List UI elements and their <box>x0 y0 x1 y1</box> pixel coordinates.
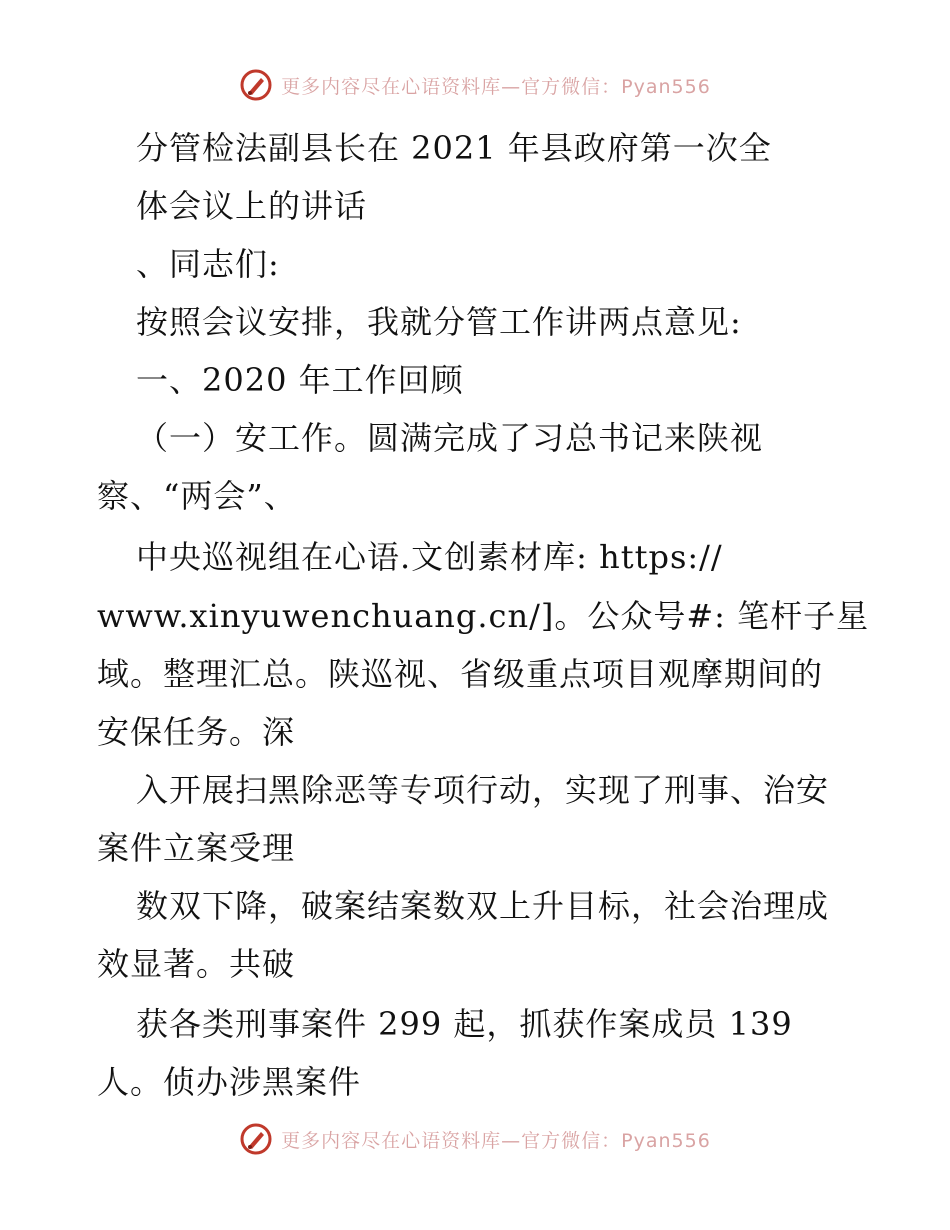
doc-line: 察、“两会”、 <box>97 477 297 515</box>
doc-line: 分管检法副县长在 2021 年县政府第一次全 <box>136 129 772 167</box>
doc-line: 按照会议安排，我就分管工作讲两点意见: <box>136 303 742 341</box>
doc-line: 获各类刑事案件 299 起，抓获作案成员 139 <box>136 1005 793 1043</box>
footer-watermark <box>0 1122 950 1156</box>
doc-line: 入开展扫黑除恶等专项行动，实现了刑事、治安 <box>136 771 830 809</box>
header-watermark <box>0 68 950 102</box>
doc-line: www.xinyuwenchuang.cn/]。公众号#: 笔杆子星 <box>97 597 870 635</box>
doc-line: 人。侦办涉黑案件 <box>97 1063 362 1101</box>
doc-line: 域。整理汇总。陕巡视、省级重点项目观摩期间的 <box>97 655 824 693</box>
doc-line: 、同志们: <box>136 245 280 283</box>
pen-logo-icon <box>239 1122 273 1156</box>
doc-line: 安保任务。深 <box>97 713 296 751</box>
doc-line: 数双下降，破案结案数双上升目标，社会治理成 <box>136 887 830 925</box>
doc-line: （一）安工作。圆满完成了习总书记来陕视 <box>136 419 764 457</box>
doc-line: 中央巡视组在心语.文创素材库: https:// <box>136 538 723 576</box>
doc-line: 案件立案受理 <box>97 829 296 867</box>
pen-logo-icon <box>239 68 273 102</box>
watermark-text: 更多内容尽在心语资料库—官方微信：Pyan556 <box>281 1129 711 1152</box>
doc-line: 效显著。共破 <box>97 945 296 983</box>
watermark-text: 更多内容尽在心语资料库—官方微信：Pyan556 <box>281 75 711 98</box>
doc-line: 体会议上的讲话 <box>136 187 368 225</box>
doc-line: 一、2020 年工作回顾 <box>136 361 464 399</box>
